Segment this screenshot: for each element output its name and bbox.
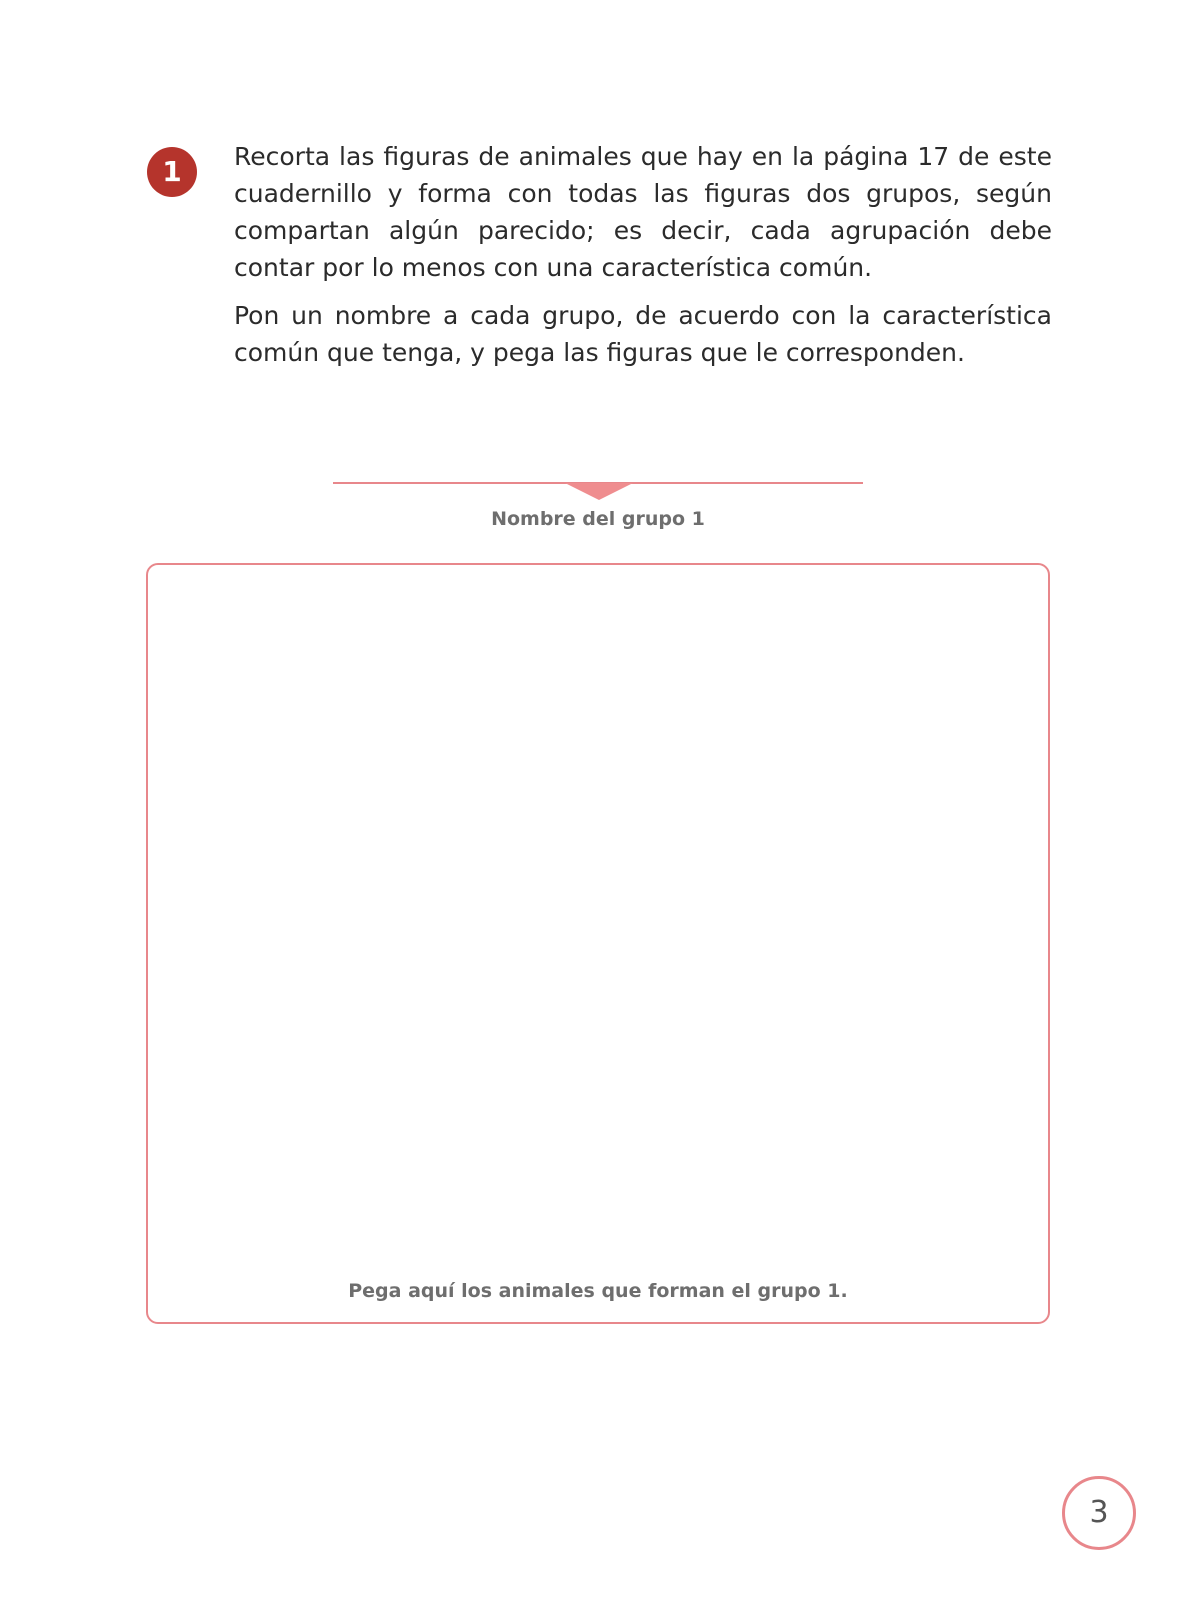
instruction-paragraph-1: Recorta las figuras de animales que hay en la página 17 de este cuadernillo y forma con todas las figuras dos grupos, según compartan algún parecido; es decir, cada agrupación debe contar por lo menos con una característica común.: [234, 142, 1052, 282]
paste-area-caption: Pega aquí los animales que forman el grupo 1.: [348, 1280, 848, 1302]
activity-number-badge: 1: [147, 147, 197, 197]
activity-instructions: [234, 138, 1052, 382]
group-name-arrow-marker: [565, 483, 633, 500]
group-name-caption: Nombre del grupo 1: [491, 508, 705, 530]
instruction-paragraph-2: Pon un nombre a cada grupo, de acuerdo con la característica común que tenga, y pega las figuras que le corresponden.: [234, 301, 1052, 367]
paste-area-box[interactable]: [146, 563, 1050, 1324]
page-number: 3: [1062, 1476, 1136, 1550]
